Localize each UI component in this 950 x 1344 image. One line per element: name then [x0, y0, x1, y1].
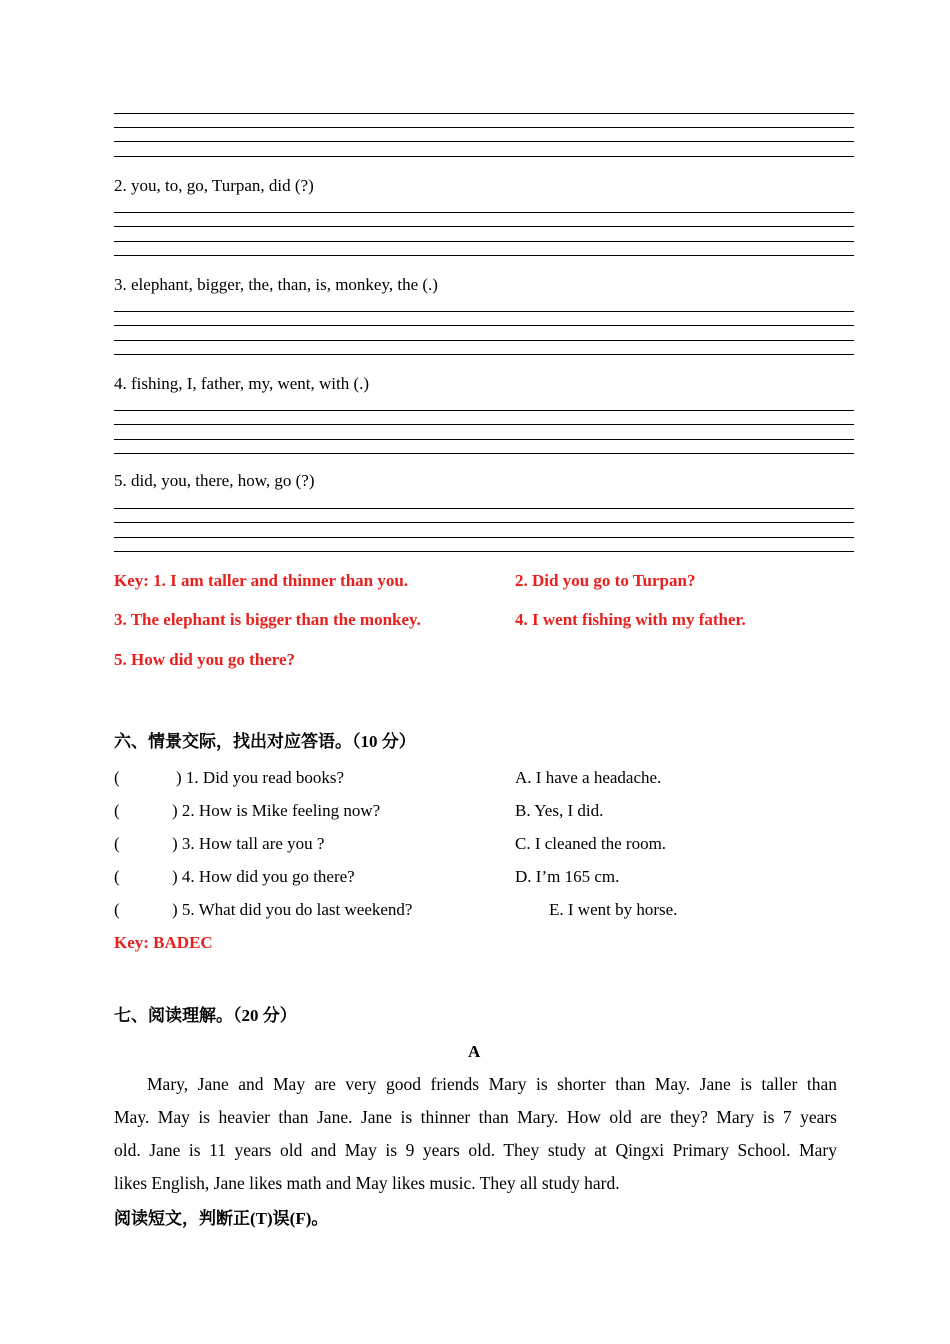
question-paren: (: [114, 801, 120, 820]
writing-line: [114, 255, 854, 256]
answer-key: 3. The elephant is bigger than the monkey.: [114, 610, 421, 629]
reading-passage: [114, 1068, 837, 1200]
writing-line: [114, 226, 854, 227]
writing-line: [114, 325, 854, 326]
question-text: ) 4. How did you go there?: [172, 867, 355, 886]
writing-line: [114, 354, 854, 355]
writing-line: [114, 212, 854, 213]
answer-key: 2. Did you go to Turpan?: [515, 571, 696, 590]
question-paren: (: [114, 900, 120, 919]
writing-line: [114, 410, 854, 411]
question-paren: (: [114, 834, 120, 853]
writing-line: [114, 439, 854, 440]
rearrange-item: 5. did, you, there, how, go (?): [114, 471, 315, 490]
writing-line: [114, 127, 854, 128]
rearrange-item: 2. you, to, go, Turpan, did (?): [114, 176, 314, 195]
writing-line: [114, 424, 854, 425]
question-text: ) 2. How is Mike feeling now?: [172, 801, 381, 820]
answer-option: B. Yes, I did.: [515, 801, 604, 820]
rearrange-item: 3. elephant, bigger, the, than, is, monkey, the (.): [114, 275, 438, 294]
passage-line: May. May is heavier than Jane. Jane is thinner than Mary. How old are they? Mary is 7 years: [114, 1107, 837, 1127]
answer-option: E. I went by horse.: [549, 900, 678, 919]
question-paren: (: [114, 867, 120, 886]
question-text: ) 1. Did you read books?: [176, 768, 345, 787]
answer-option: A. I have a headache.: [515, 768, 662, 787]
passage-line: likes English, Jane likes math and May likes music. They all study hard.: [114, 1173, 620, 1193]
writing-line: [114, 340, 854, 341]
answer-key: Key: 1. I am taller and thinner than you.: [114, 571, 409, 590]
writing-line: [114, 156, 854, 157]
writing-line: [114, 522, 854, 523]
passage-title: A: [468, 1042, 481, 1061]
section-title: 七、阅读理解。（20 分）: [114, 1006, 297, 1025]
writing-line: [114, 113, 854, 114]
question-text: ) 3. How tall are you ?: [172, 834, 325, 853]
section-title: 六、情景交际，找出对应答语。（10 分）: [114, 732, 416, 751]
writing-line: [114, 241, 854, 242]
question-text: ) 5. What did you do last weekend?: [172, 900, 413, 919]
answer-option: C. I cleaned the room.: [515, 834, 667, 853]
writing-line: [114, 453, 854, 454]
answer-key: 5. How did you go there?: [114, 650, 296, 669]
passage-line: old. Jane is 11 years old and May is 9 years old. They study at Qingxi Primary School. Mary: [114, 1140, 837, 1160]
writing-line: [114, 311, 854, 312]
rearrange-item: 4. fishing, I, father, my, went, with (.): [114, 374, 370, 393]
question-paren: (: [114, 768, 120, 787]
writing-line: [114, 508, 854, 509]
passage-line: Mary, Jane and May are very good friends Mary is shorter than May. Jane is taller than: [147, 1074, 837, 1094]
writing-line: [114, 537, 854, 538]
instruction: 阅读短文，判断正(T)误(F)。: [114, 1209, 329, 1228]
writing-line: [114, 141, 854, 142]
writing-line: [114, 551, 854, 552]
answer-option: D. I’m 165 cm.: [515, 867, 620, 886]
answer-key: 4. I went fishing with my father.: [515, 610, 746, 629]
answer-key: Key: BADEC: [114, 933, 213, 952]
